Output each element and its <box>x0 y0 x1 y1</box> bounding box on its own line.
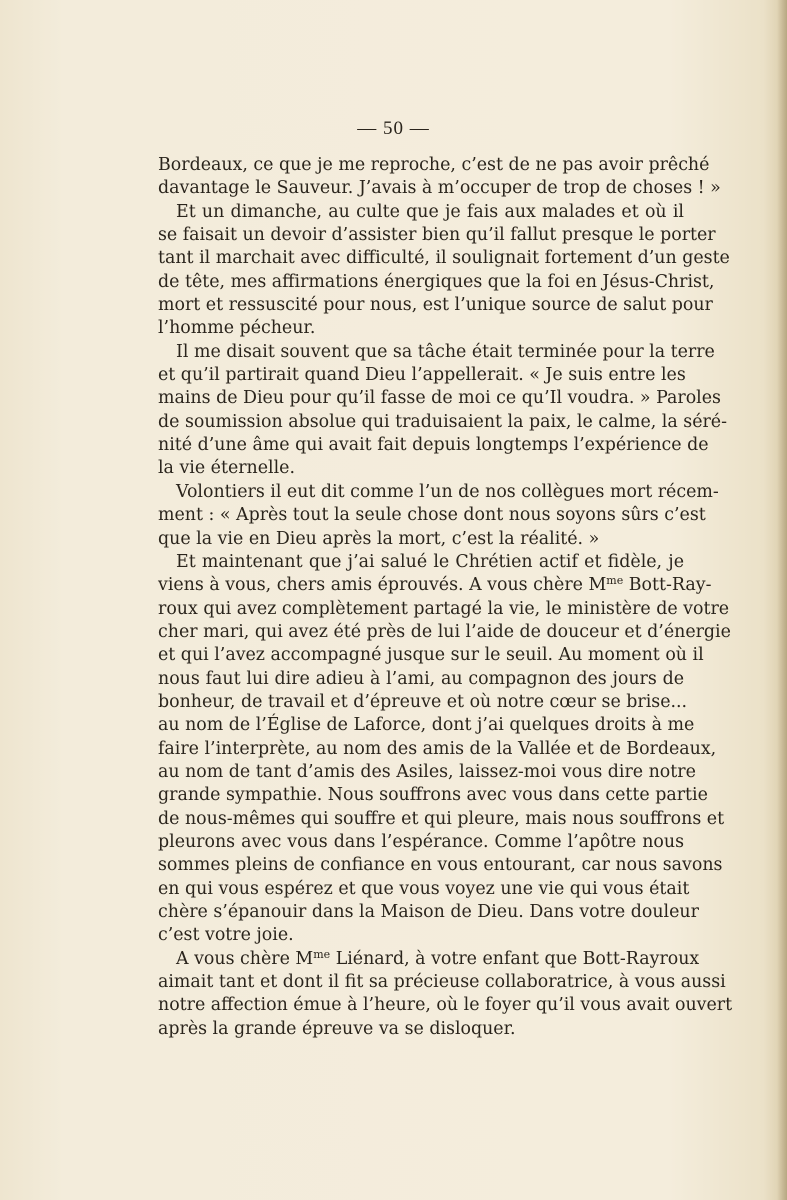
text-line: Volontiers il eut dit comme l’un de nos collègues mort récem- <box>176 481 719 502</box>
text-line: c’est votre joie. <box>158 925 294 946</box>
text-line: nité d’une âme qui avait fait depuis longtemps l’expérience de <box>158 435 709 456</box>
text-line: mort et ressuscité pour nous, est l’unique source de salut pour <box>158 295 713 316</box>
text-line: de nous-mêmes qui souffre et qui pleure, mais nous souffrons et <box>158 808 725 829</box>
text-line: se faisait un devoir d’assister bien qu’il fallut presque le porter <box>158 225 716 246</box>
text-line: pleurons avec vous dans l’espérance. Comme l’apôtre nous <box>158 831 684 852</box>
text-line: que la vie en Dieu après la mort, c’est la réalité. » <box>158 528 600 549</box>
text-line: sommes pleins de confiance en vous entourant, car nous savons <box>158 855 723 876</box>
text-line: bonheur, de travail et d’épreuve et où notre cœur se brise... <box>158 691 688 712</box>
text-line: Bordeaux, ce que je me reproche, c’est de ne pas avoir prêché <box>158 155 710 175</box>
page-number: — 50 — <box>357 118 430 139</box>
text-line: nous faut lui dire adieu à l’ami, au compagnon des jours de <box>158 668 684 689</box>
text-line: cher mari, qui avez été près de lui l’aide de douceur et d’énergie <box>158 621 731 642</box>
text-line: tant il marchait avec difficulté, il soulignait fortement d’un geste <box>158 248 730 269</box>
text-line: l’homme pécheur. <box>158 318 316 339</box>
text-line: roux qui avez complètement partagé la vie, le ministère de votre <box>158 598 730 619</box>
text-line: au nom de tant d’amis des Asiles, laissez-moi vous dire notre <box>158 761 696 782</box>
text-line: de tête, mes affirmations énergiques que la foi en Jésus-Christ, <box>158 271 715 292</box>
text-line: faire l’interprète, au nom des amis de la Vallée et de Bordeaux, <box>158 738 717 759</box>
text-line: de soumission absolue qui traduisaient la paix, le calme, la séré- <box>158 411 727 432</box>
text-line: Il me disait souvent que sa tâche était terminée pour la terre <box>176 341 715 362</box>
text-line: et qui l’avez accompagné jusque sur le seuil. Au moment où il <box>158 645 704 666</box>
text-line: en qui vous espérez et que vous voyez une vie qui vous était <box>158 878 690 899</box>
text-line: Et un dimanche, au culte que je fais aux malades et où il <box>176 201 684 222</box>
text-line: mains de Dieu pour qu’il fasse de moi ce qu’Il voudra. » Paroles <box>158 388 721 409</box>
page-edge-shadow <box>777 0 787 1200</box>
text-line: notre affection émue à l’heure, où le foyer qu’il vous avait ouvert <box>158 995 733 1016</box>
text-line: et qu’il partirait quand Dieu l’appellerait. « Je suis entre les <box>158 365 686 386</box>
text-line: Et maintenant que j’ai salué le Chrétien actif et fidèle, je <box>176 551 684 572</box>
text-line: ment : « Après tout la seule chose dont nous soyons sûrs c’est <box>158 505 706 526</box>
text-line: A vous chère $M^{me}$ Liénard, à votre enfant que Bott-Rayroux <box>176 947 700 969</box>
text-line: chère s’épanouir dans la Maison de Dieu. Dans votre douleur <box>158 902 699 922</box>
text-line: davantage le Sauveur. J’avais à m’occuper de trop de choses ! » <box>158 178 721 199</box>
text-line: après la grande épreuve va se disloquer. <box>158 1018 516 1039</box>
text-line: viens à vous, chers amis éprouvés. A vous chère $M^{me}$ Bott-Ray- <box>158 574 712 596</box>
text-line: aimait tant et dont il fit sa précieuse collaboratrice, à vous aussi <box>158 972 726 993</box>
text-line: la vie éternelle. <box>158 458 295 479</box>
body-text <box>158 154 733 1041</box>
text-line: grande sympathie. Nous souffrons avec vous dans cette partie <box>158 785 708 806</box>
text-line: au nom de l’Église de Laforce, dont j’ai quelques droits à me <box>158 715 695 736</box>
